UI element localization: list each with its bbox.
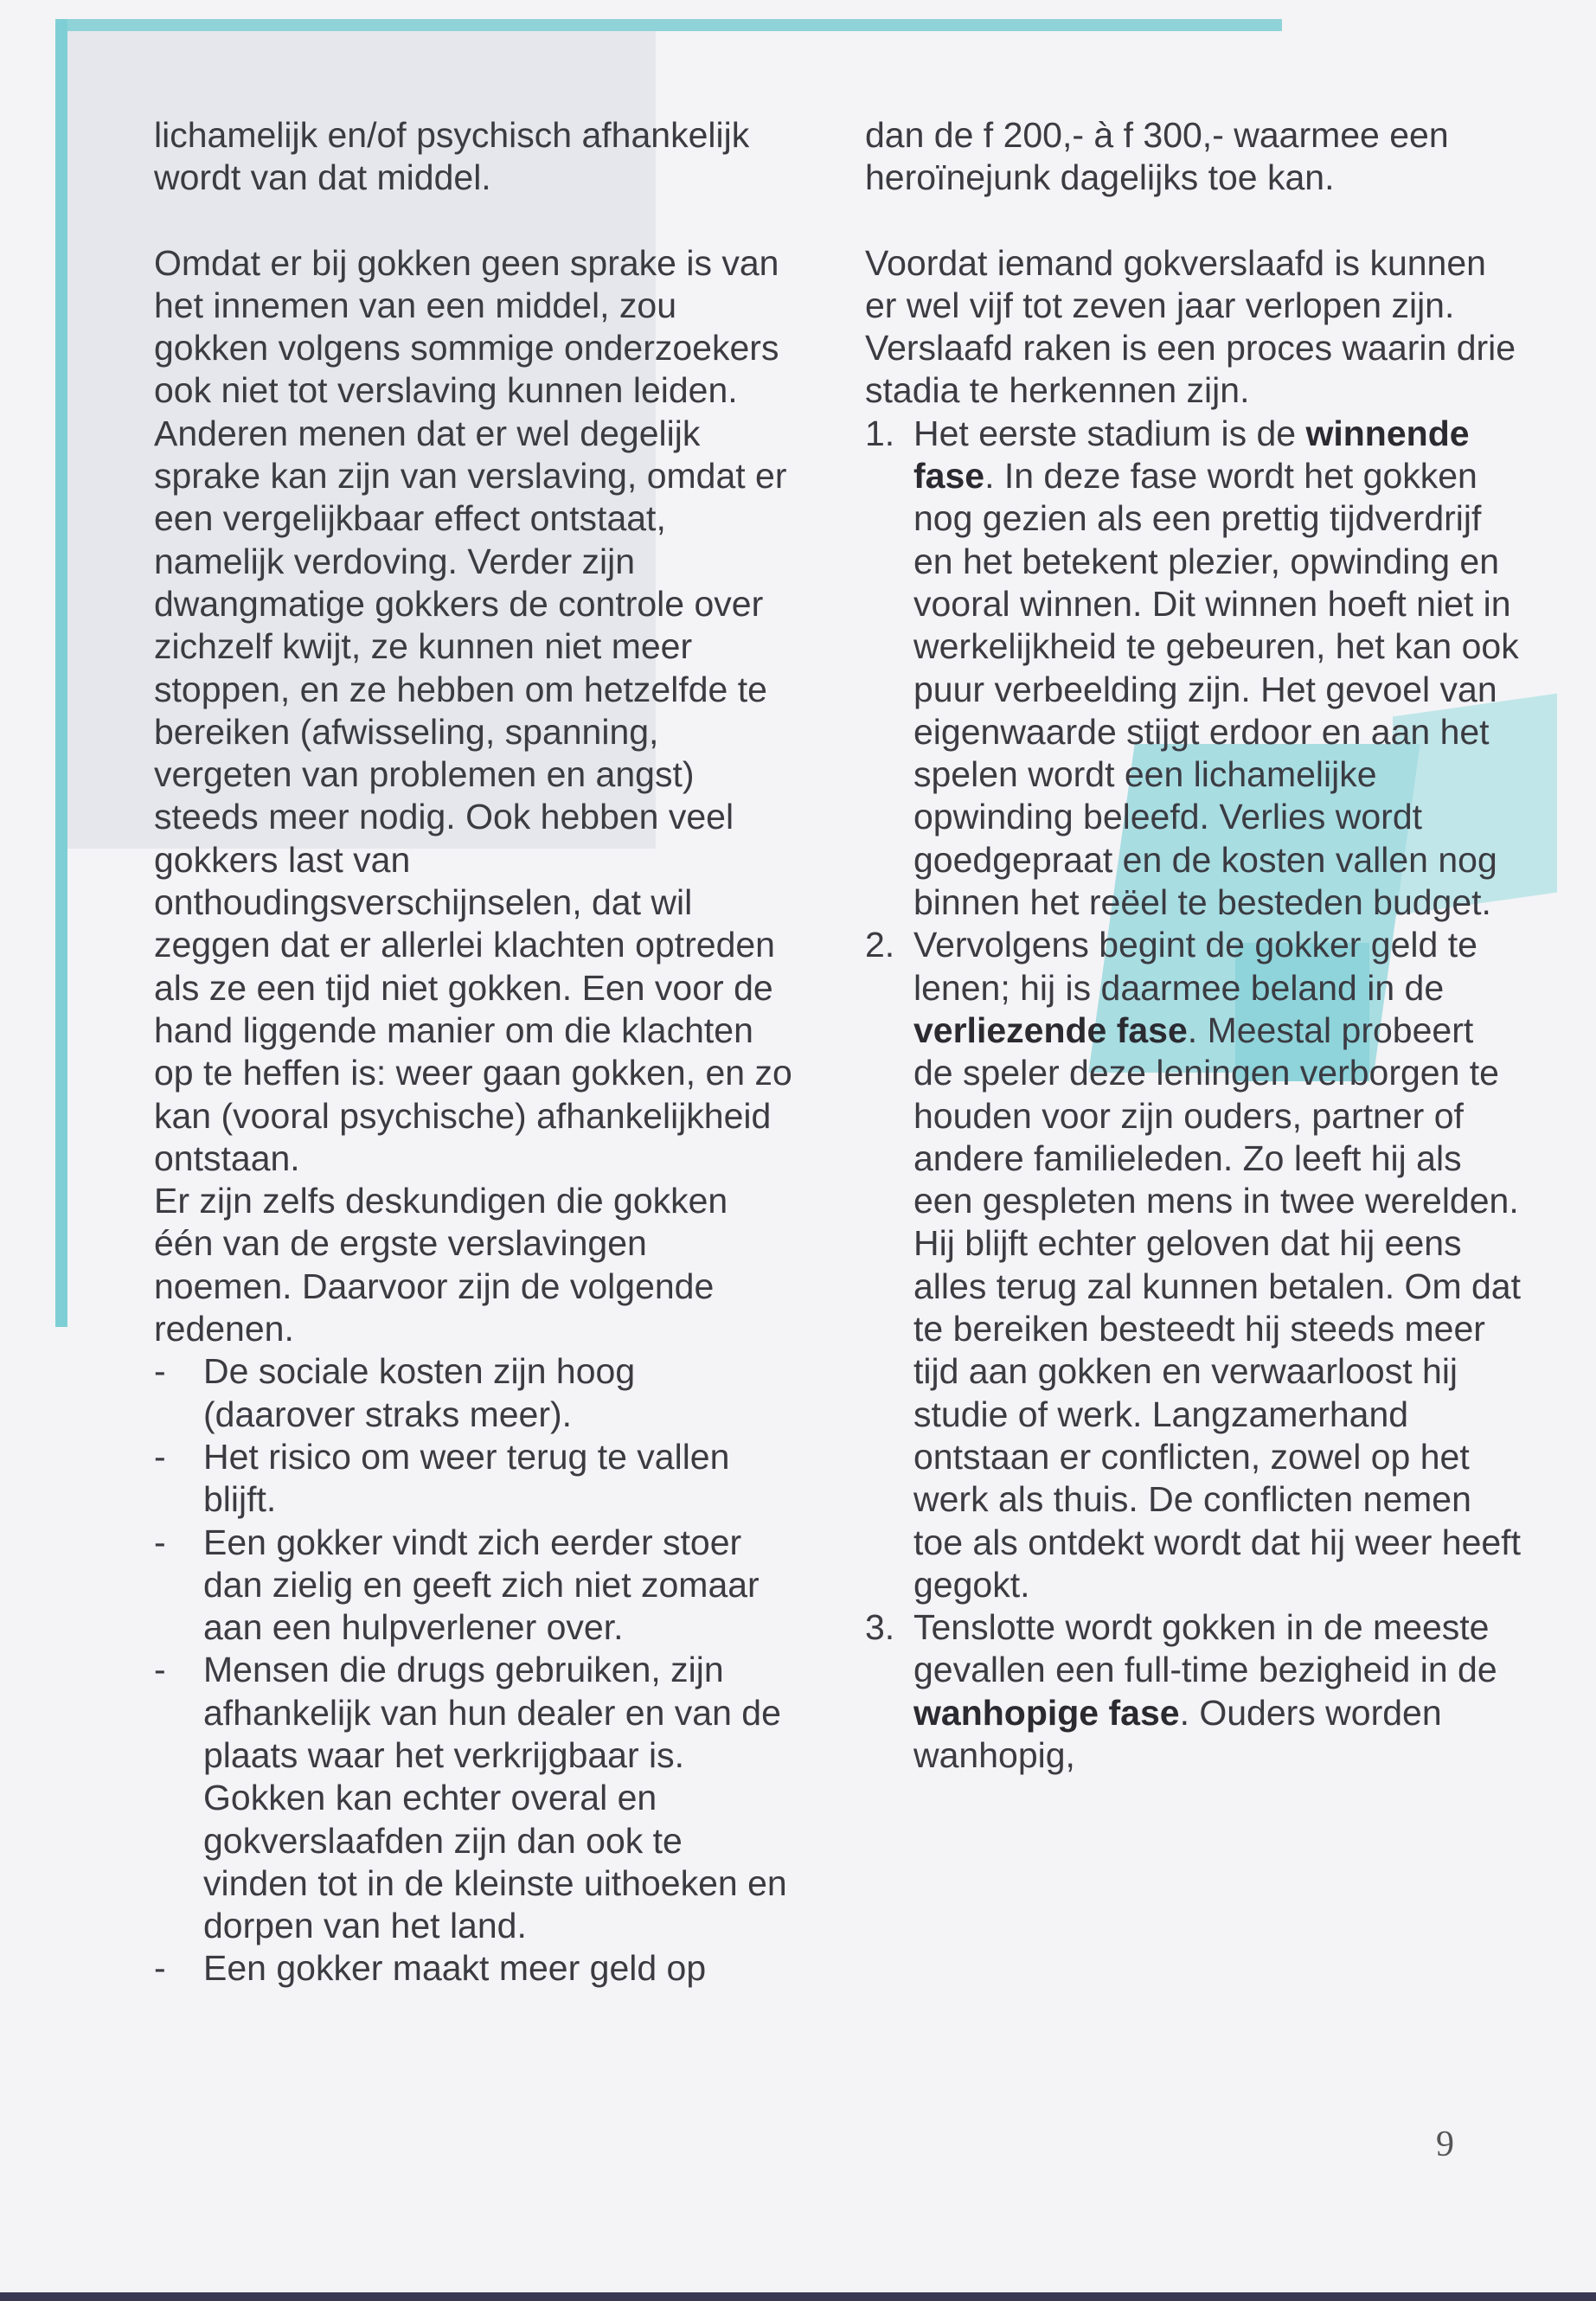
bullet-marker: - (154, 1436, 166, 1477)
stage-term: winnende fase (913, 413, 1470, 497)
list-item-text: Het risico om weer terug te vallen blijft. (203, 1436, 730, 1520)
stage-text-after: . Ouders worden wanhopig, (913, 1692, 1442, 1775)
stage-text-before: Tenslotte wordt gokken in de meeste gevallen een full-time bezigheid in de (913, 1607, 1497, 1690)
decorative-top-bar (55, 19, 1282, 31)
stage-text-before: Het eerste stadium is de (913, 413, 1306, 453)
left-paragraph-3: Er zijn zelfs deskundigen die gokken één van de ergste verslavingen noemen. Daarvoor zijn de volgende redenen. (154, 1181, 728, 1349)
stage-term: verliezende fase (913, 1009, 1188, 1050)
stage-item (865, 1606, 1522, 1777)
right-paragraph-2: Voordat iemand gokverslaafd is kunnen er wel vijf tot zeven jaar verlopen zijn. Verslaafd raken is een proces waarin drie stadia te herkennen zijn. (865, 242, 1516, 411)
list-item-text: Een gokker vindt zich eerder stoer dan zielig en geeft zich niet zomaar aan een hulpverlener over. (203, 1522, 760, 1648)
stage-term: wanhopige fase (913, 1692, 1180, 1733)
stage-number: 2. (865, 925, 895, 965)
stage-number: 1. (865, 413, 895, 453)
left-paragraph-1: lichamelijk en/of psychisch afhankelijk wordt van dat middel. (154, 115, 750, 198)
stages-list (865, 413, 1522, 1778)
bottom-edge-line (0, 2292, 1596, 2301)
decorative-left-bar (55, 19, 67, 1327)
list-item (154, 1947, 794, 1990)
stage-text-after: . Meestal probeert de speler deze leningen verborgen te houden voor zijn ouders, partner of andere familieleden. Zo leeft hij als een gespleten mens in twee werelden. Hij blijft echter geloven dat hij eens alles terug zal kunnen betalen. Om dat te bereiken besteedt hij steeds meer tijd aan gokken en verwaarloost hij studie of werk. Langzamerhand ontstaan er conflicten, zowel op het werk als thuis. De conflicten nemen toe als ontdekt wordt dat hij weer heeft gegokt. (913, 1009, 1521, 1605)
bullet-marker: - (154, 1650, 166, 1690)
right-paragraph-1: dan de f 200,- à f 300,- waarmee een heroïnejunk dagelijks toe kan. (865, 115, 1449, 198)
left-column (154, 114, 794, 1990)
stage-item (865, 413, 1522, 925)
bullet-marker: - (154, 1522, 166, 1562)
bullet-marker: - (154, 1948, 166, 1989)
stage-item (865, 924, 1522, 1606)
stage-number: 3. (865, 1607, 895, 1648)
list-item (154, 1649, 794, 1947)
list-item (154, 1350, 794, 1436)
bullet-marker: - (154, 1351, 166, 1392)
left-paragraph-2: Omdat er bij gokken geen sprake is van het innemen van een middel, zou gokken volgens sommige onderzoekers ook niet tot verslaving kunnen leiden. Anderen menen dat er wel degelijk sprake kan zijn van verslaving, omdat er een vergelijkbaar effect ontstaat, namelijk verdoving. Verder zijn dwangmatige gokkers de controle over zichzelf kwijt, ze kunnen niet meer stoppen, en ze hebben om hetzelfde te bereiken (afwisseling, spanning, vergeten van problemen en angst) steeds meer nodig. Ook hebben veel gokkers last van onthoudingsverschijnselen, dat wil zeggen dat er allerlei klachten optreden als ze een tijd niet gokken. Een voor de hand liggende manier om die klachten op te heffen is: weer gaan gokken, en zo kan (vooral psychische) afhankelijkheid ontstaan. (154, 242, 792, 1178)
list-item (154, 1522, 794, 1650)
page-number: 9 (1436, 2125, 1454, 2164)
list-item-text: Een gokker maakt meer geld op (203, 1948, 707, 1989)
list-item-text: De sociale kosten zijn hoog (daarover straks meer). (203, 1351, 636, 1434)
right-column (865, 114, 1522, 1777)
list-item (154, 1436, 794, 1522)
reasons-list (154, 1350, 794, 1990)
stage-text-before: Vervolgens begint de gokker geld te lenen; hij is daarmee beland in de (913, 925, 1477, 1008)
list-item-text: Mensen die drugs gebruiken, zijn afhankelijk van hun dealer en van de plaats waar het verkrijgbaar is. Gokken kan echter overal en gokverslaafden zijn dan ook te vinden tot in de kleinste uithoeken en dorpen van het land. (203, 1650, 787, 1946)
stage-text-after: . In deze fase wordt het gokken nog gezien als een prettig tijdverdrijf en het betekent plezier, opwinding en vooral winnen. Dit winnen hoeft niet in werkelijkheid te gebeuren, het kan ook puur verbeelding zijn. Het gevoel van eigenwaarde stijgt erdoor en aan het spelen wordt een lichamelijke opwinding beleefd. Verlies wordt goedgepraat en de kosten vallen nog binnen het reëel te besteden budget. (913, 456, 1519, 923)
